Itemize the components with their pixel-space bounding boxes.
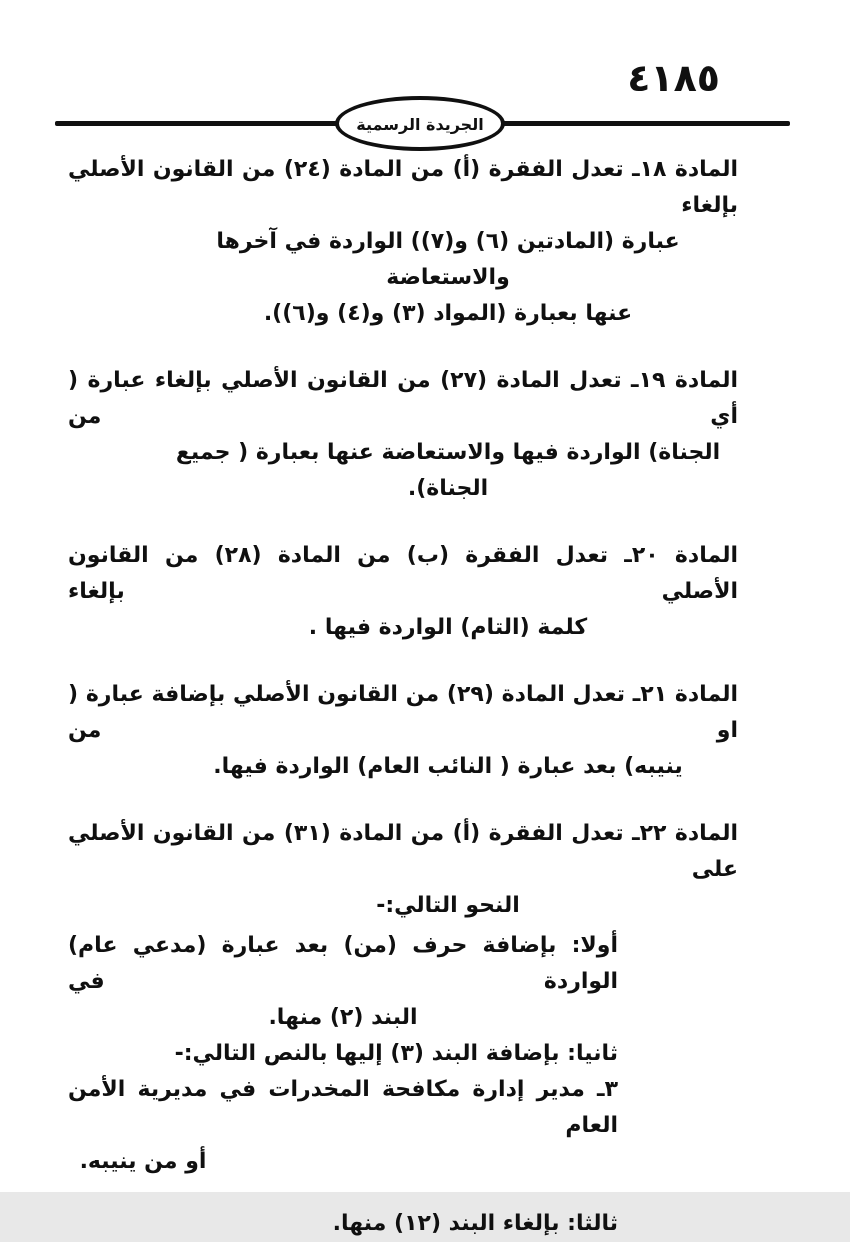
article-19 (68, 363, 738, 507)
article-22-line: النحو التالي:- (376, 893, 520, 918)
article-20-line: كلمة (التام) الواردة فيها . (308, 615, 588, 640)
article-18-line: عبارة (المادتين (٦) و(٧)) الواردة في آخرها والاستعاضة (216, 229, 680, 290)
article-21-line: ينيبه) بعد عبارة ( النائب العام) الواردة فيها. (213, 754, 683, 779)
article-22-sub-items (68, 928, 618, 1242)
sub-item-third (68, 1206, 618, 1242)
sub-item-clause3 (68, 1072, 618, 1180)
article-19-line: الجناة) الواردة فيها والاستعاضة عنها بعبارة ( جميع الجناة). (175, 440, 721, 501)
sub-item-clause3-line: ٣ـ مدير إدارة مكافحة المخدرات في مديرية الأمن العام (68, 1077, 618, 1138)
page-number: ٤١٨٥ (627, 56, 720, 100)
sub-item-third-line: ثالثا: بإلغاء البند (١٢) منها. (332, 1211, 618, 1236)
article-19-line: المادة ١٩ـ تعدل المادة (٢٧) من القانون الأصلي بإلغاء عبارة ( أي من (68, 368, 738, 429)
article-20-line: المادة ٢٠ـ تعدل الفقرة (ب) من المادة (٢٨) من القانون الأصلي بإلغاء (68, 543, 739, 604)
sub-item-first-line: أولا: بإضافة حرف (من) بعد عبارة (مدعي عام) الواردة في (68, 933, 618, 994)
article-18-line: المادة ١٨ـ تعدل الفقرة (أ) من المادة (٢٤) من القانون الأصلي بإلغاء (68, 157, 738, 218)
article-20 (68, 538, 738, 646)
article-18-line: عنها بعبارة (المواد (٣) و(٤) و(٦)). (263, 301, 633, 326)
sub-item-first-line: البند (٢) منها. (268, 1005, 418, 1030)
article-21 (68, 677, 738, 785)
gazette-badge (335, 96, 505, 151)
page-header (0, 0, 850, 152)
article-22 (68, 816, 738, 924)
sub-item-clause3-line: أو من ينيبه. (79, 1149, 207, 1174)
article-18 (68, 152, 738, 332)
document-body (68, 152, 738, 1242)
sub-item-second (68, 1036, 618, 1072)
article-21-line: المادة ٢١ـ تعدل المادة (٢٩) من القانون الأصلي بإضافة عبارة ( او من (68, 682, 738, 743)
sub-item-first (68, 928, 618, 1036)
sub-item-second-line: ثانيا: بإضافة البند (٣) إليها بالنص التالي:- (174, 1041, 618, 1066)
article-22-line: المادة ٢٢ـ تعدل الفقرة (أ) من المادة (٣١) من القانون الأصلي على (68, 821, 738, 882)
gazette-badge-label: الجريدة الرسمية (356, 115, 484, 134)
